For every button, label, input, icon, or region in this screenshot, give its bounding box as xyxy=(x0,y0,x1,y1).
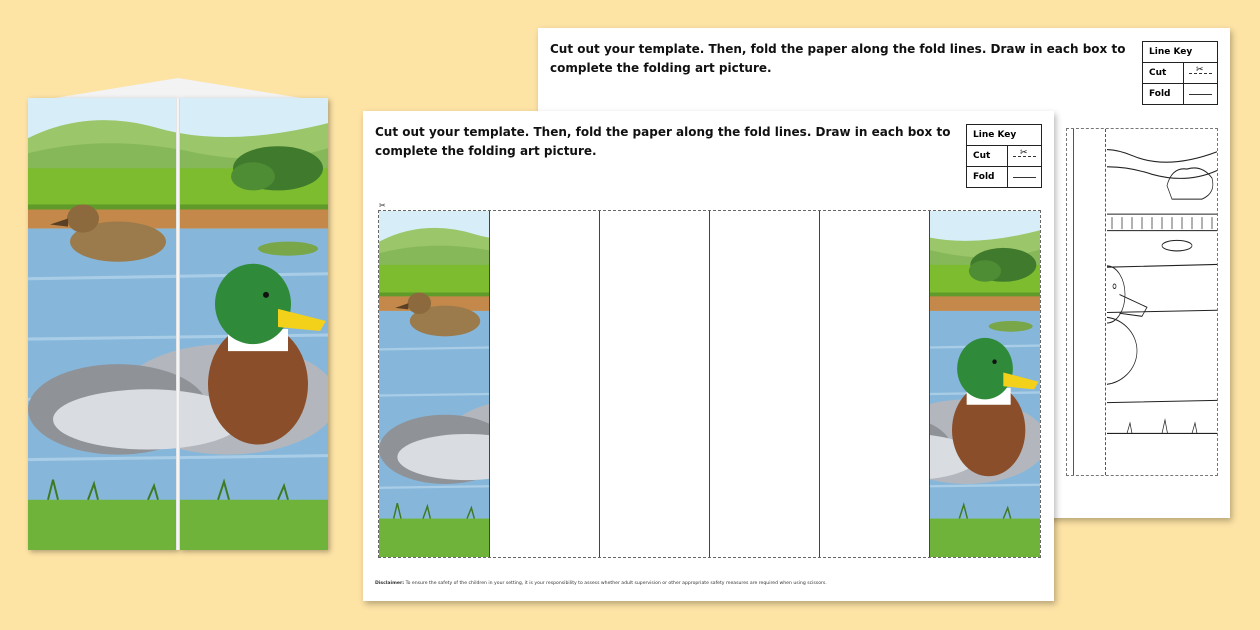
drawing-box-4[interactable] xyxy=(820,211,929,557)
template-image-left xyxy=(379,211,489,557)
back-instructions: Cut out your template. Then, fold the paper along the fold lines. Draw in each box to complete the folding art picture. xyxy=(550,42,1126,75)
template-area xyxy=(378,210,1041,558)
scissors-icon: ✂ xyxy=(1020,148,1028,158)
pond-picture-left xyxy=(28,98,177,550)
front-worksheet xyxy=(363,111,1054,601)
outline-pond-picture xyxy=(1107,133,1217,471)
drawing-box-1[interactable] xyxy=(490,211,599,557)
line-key-fold-label: Fold xyxy=(1143,84,1184,104)
fold-line-sample xyxy=(1184,84,1217,104)
cut-line-sample xyxy=(1184,63,1217,83)
fold-line-sample xyxy=(1008,167,1041,187)
scissors-icon: ✂ xyxy=(379,201,386,210)
back-template-area xyxy=(1066,128,1218,476)
pond-picture-strip-right xyxy=(930,211,1040,557)
disclaimer xyxy=(375,581,827,586)
folded-paper xyxy=(28,78,330,556)
fold-crease xyxy=(176,98,180,550)
folded-paper-panel-right xyxy=(179,98,328,550)
line-key-cut-label: Cut xyxy=(967,146,1008,166)
disclaimer-label: Disclaimer: xyxy=(375,581,405,586)
drawing-box-2[interactable] xyxy=(600,211,709,557)
line-key-title: Line Key xyxy=(967,125,1041,146)
line-key-cut-label: Cut xyxy=(1143,63,1184,83)
folded-paper-panel-left xyxy=(28,98,177,550)
cut-line-sample xyxy=(1008,146,1041,166)
back-line-key xyxy=(1142,41,1218,105)
line-key-cut-row xyxy=(1143,63,1217,84)
line-key-cut-row xyxy=(967,146,1041,167)
pond-picture-strip-left xyxy=(379,211,489,557)
front-instructions: Cut out your template. Then, fold the paper along the fold lines. Draw in each box to complete the folding art picture. xyxy=(375,125,951,158)
line-key-title: Line Key xyxy=(1143,42,1217,63)
disclaimer-text: To ensure the safety of the children in your setting, it is your responsibility to assess whether adult supervision or other appropriate safety measures are required when using scissors. xyxy=(405,581,827,586)
scissors-icon: ✂ xyxy=(1196,65,1204,75)
line-key-fold-label: Fold xyxy=(967,167,1008,187)
line-key-fold-row xyxy=(967,167,1041,187)
front-line-key xyxy=(966,124,1042,188)
pond-picture-right xyxy=(179,98,328,550)
template-image-right xyxy=(930,211,1040,557)
drawing-box-3[interactable] xyxy=(710,211,819,557)
line-key-fold-row xyxy=(1143,84,1217,104)
